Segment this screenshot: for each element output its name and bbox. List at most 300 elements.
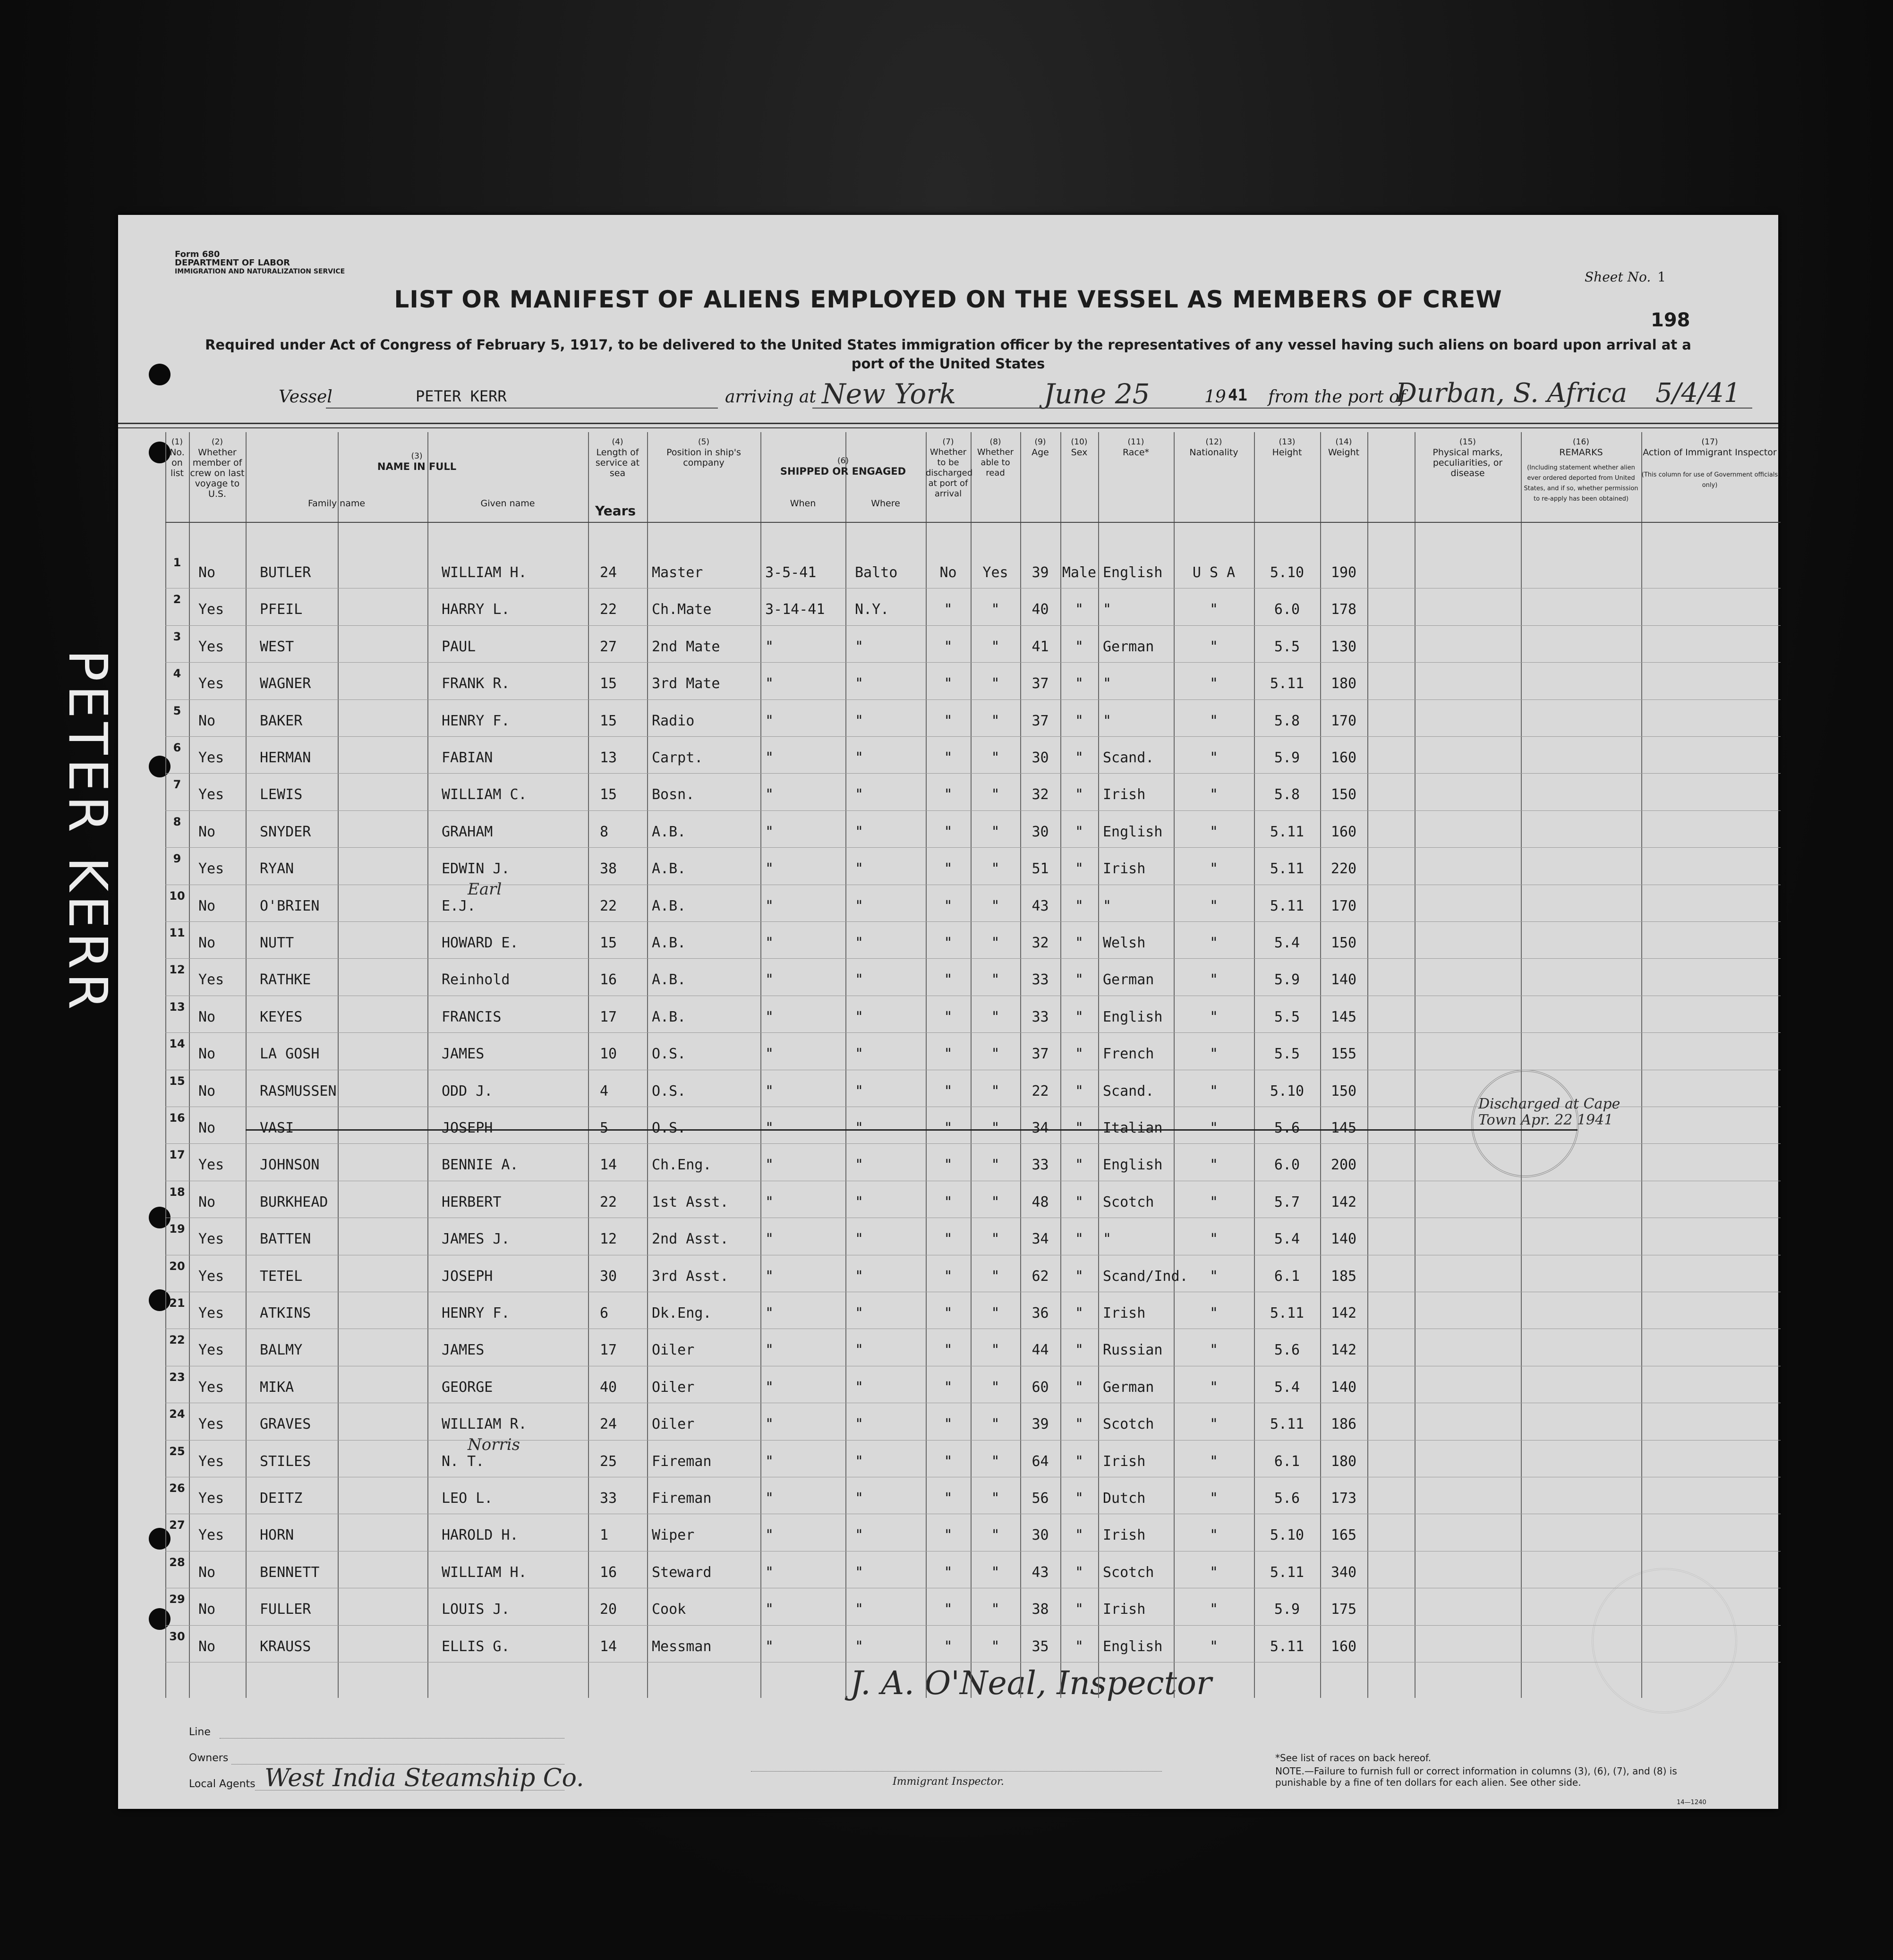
agents-value: West India Steamship Co. [264,1764,584,1792]
row-number: 19 [169,1222,185,1236]
race-cell: " [1103,1231,1112,1248]
age-cell: 44 [1032,1342,1049,1359]
given-name-cell: LOUIS J. [442,1601,510,1618]
family-name-cell: NUTT [260,935,294,951]
shipped-when-cell: " [765,1120,774,1136]
shipped-where-cell: " [855,1564,864,1581]
discharged-cell: " [944,971,953,989]
last-voyage-cell: Yes [198,1416,224,1433]
sex-cell: " [1074,1082,1084,1099]
age-cell: 60 [1032,1379,1049,1396]
service-years-cell: 4 [600,1082,609,1099]
service-years-cell: 6 [600,1305,609,1321]
weight-cell: 220 [1330,861,1357,878]
family-name-cell: DEITZ [260,1490,303,1507]
age-cell: 41 [1032,638,1049,655]
sex-cell: " [1074,1638,1084,1655]
shipped-when-cell: " [765,1379,774,1396]
family-name-cell: STILES [260,1453,311,1470]
position-cell: O.S. [652,1046,686,1063]
column-header [1060,437,1098,458]
year-prefix: 19 [1204,387,1226,407]
row-number: 8 [173,815,181,828]
shipped-where-cell: " [855,1193,864,1210]
arrival-port: New York [822,378,956,410]
sex-cell: " [1074,1268,1084,1285]
nationality-cell: " [1209,823,1219,840]
row-number: 5 [173,704,181,717]
service-years-cell: 5 [600,1120,609,1136]
shipped-when-cell: " [765,897,774,914]
column-label: Family name [307,498,366,509]
service-years-cell: 15 [600,935,617,951]
given-name-cell: WILLIAM C. [442,786,527,803]
shipped-when-cell: " [765,971,774,989]
sex-cell: " [1074,1305,1084,1321]
weight-cell: 170 [1330,712,1357,729]
able-to-read-cell: " [991,971,1000,989]
given-name-cell: JAMES J. [442,1231,510,1248]
nationality-cell: " [1209,638,1219,655]
family-name-cell: SNYDER [260,823,311,840]
sex-cell: " [1074,601,1084,618]
able-to-read-cell: " [991,1008,1000,1025]
weight-cell: 180 [1330,1453,1357,1470]
column-number: (13) [1279,437,1296,447]
nationality-cell: " [1209,675,1219,692]
shipped-where-cell: " [855,1046,864,1063]
able-to-read-cell: " [991,1268,1000,1285]
inspector-field [751,1771,1162,1772]
shipped-when-cell: 3-14-41 [765,601,825,618]
service-years-cell: 12 [600,1231,617,1248]
shipped-where-cell: " [855,1453,864,1470]
position-cell: A.B. [652,897,686,914]
position-cell: 3rd Asst. [652,1268,729,1285]
last-voyage-cell: No [198,1046,216,1063]
service-years-cell: 16 [600,1564,617,1581]
race-cell: Irish [1103,1601,1146,1618]
shipped-when-cell: " [765,1638,774,1655]
column-label: (This column for use of Government officials only) [1641,471,1778,489]
position-cell: O.S. [652,1120,686,1136]
column-rule [760,432,761,1698]
race-cell: Scotch [1103,1193,1154,1210]
able-to-read-cell: Yes [982,564,1008,581]
column-label: Given name [480,498,535,509]
race-cell: Irish [1103,1527,1146,1544]
position-cell: Wiper [652,1527,695,1544]
column-rule [1060,432,1061,1698]
row-rule [165,921,1781,922]
row-number: 4 [173,667,181,681]
family-name-cell: ATKINS [260,1305,311,1321]
weight-cell: 200 [1330,1157,1357,1174]
given-name-cell: WILLIAM H. [442,564,527,581]
service-years-cell: 16 [600,971,617,989]
column-rule [1254,432,1255,1698]
row-number: 20 [169,1259,185,1273]
sex-cell: " [1074,675,1084,692]
height-cell: 5.5 [1274,1008,1300,1025]
family-name-cell: KRAUSS [260,1638,311,1655]
column-number: (8) [989,437,1001,447]
age-cell: 22 [1032,1082,1049,1099]
discharged-cell: " [944,1490,953,1507]
given-name-cell: HAROLD H. [442,1527,519,1544]
column-number: (12) [1205,437,1222,447]
shipped-where-cell: " [855,897,864,914]
age-cell: 38 [1032,1601,1049,1618]
weight-cell: 142 [1330,1193,1357,1210]
sex-cell: " [1074,1008,1084,1025]
service-years-cell: 25 [600,1453,617,1470]
shipped-when-cell: " [765,750,774,766]
position-cell: O.S. [652,1082,686,1099]
shipped-where-cell: " [855,1638,864,1655]
sex-cell: " [1074,1046,1084,1063]
position-cell: Cook [652,1601,686,1618]
last-voyage-cell: No [198,564,216,581]
row-number: 10 [169,889,185,903]
age-cell: 36 [1032,1305,1049,1321]
last-voyage-cell: No [198,935,216,951]
last-voyage-cell: No [198,1082,216,1099]
family-name-cell: WEST [260,638,294,655]
race-cell: Scotch [1103,1416,1154,1433]
service-years-cell: 30 [600,1268,617,1285]
column-header [1098,437,1174,458]
column-label: Position in ship's company [666,447,741,468]
shipped-when-cell: " [765,1305,774,1321]
nationality-cell: " [1209,1416,1219,1433]
column-header [1174,437,1254,458]
row-number: 17 [169,1148,185,1162]
column-header [760,456,926,477]
column-header [760,498,845,509]
position-cell: A.B. [652,935,686,951]
nationality-cell: U S A [1192,564,1236,581]
weight-cell: 150 [1330,935,1357,951]
column-number: (17) [1701,437,1718,447]
sex-cell: " [1074,1490,1084,1507]
family-name-cell: RASMUSSEN [260,1082,337,1099]
column-number: (11) [1127,437,1144,447]
discharged-cell: " [944,712,953,729]
column-rule [647,432,648,1698]
family-name-cell: LA GOSH [260,1046,320,1063]
nationality-cell: " [1209,1231,1219,1248]
discharged-cell: " [944,1193,953,1210]
row-number: 21 [169,1296,185,1310]
age-cell: 56 [1032,1490,1049,1507]
service-years-cell: 15 [600,675,617,692]
family-name-cell: BENNETT [260,1564,320,1581]
shipped-where-cell: " [855,1120,864,1136]
able-to-read-cell: " [991,1231,1000,1248]
discharged-cell: " [944,897,953,914]
column-header [1641,437,1778,458]
column-rule [971,432,972,1698]
last-voyage-cell: Yes [198,971,224,989]
row-rule [165,736,1781,737]
position-cell: 2nd Mate [652,638,720,655]
column-label: Height [1272,447,1302,458]
position-cell: 3rd Mate [652,675,720,692]
column-header [588,437,647,478]
departure-date: 5/4/41 [1655,378,1741,409]
race-cell: Russian [1103,1342,1163,1359]
years-label: Years [595,503,636,519]
row-number: 2 [173,593,181,606]
column-label: Physical marks, peculiarities, or disease [1433,447,1503,478]
column-rule [165,432,166,1698]
nationality-cell: " [1209,1638,1219,1655]
row-rule [165,625,1781,626]
position-cell: Ch.Mate [652,601,712,618]
column-rule [1320,432,1321,1698]
race-cell: Scotch [1103,1564,1154,1581]
column-rule [845,432,846,1698]
race-cell: " [1103,897,1112,914]
column-rule [1098,432,1099,1698]
sex-cell: " [1074,1564,1084,1581]
race-cell: Scand. [1103,750,1154,766]
discharged-cell: " [944,601,953,618]
last-voyage-cell: No [198,1008,216,1025]
nationality-cell: " [1209,1342,1219,1359]
column-header [246,451,588,472]
nationality-cell: " [1209,1527,1219,1544]
sex-cell: " [1074,1601,1084,1618]
able-to-read-cell: " [991,861,1000,878]
weight-cell: 160 [1330,1638,1357,1655]
last-voyage-cell: Yes [198,1231,224,1248]
nationality-cell: " [1209,750,1219,766]
able-to-read-cell: " [991,897,1000,914]
race-cell: " [1103,675,1112,692]
shipped-when-cell: " [765,823,774,840]
given-name-cell: HERBERT [442,1193,502,1210]
last-voyage-cell: Yes [198,1527,224,1544]
nationality-cell: " [1209,1157,1219,1174]
given-name-cell: EDWIN J. [442,861,510,878]
height-cell: 5.5 [1274,638,1300,655]
last-voyage-cell: No [198,1601,216,1618]
given-name-cell: PAUL [442,638,476,655]
service-years-cell: 24 [600,564,617,581]
last-voyage-cell: Yes [198,1490,224,1507]
shipped-where-cell: " [855,1601,864,1618]
family-name-cell: GRAVES [260,1416,311,1433]
strike-through-line [246,1129,1578,1131]
weight-cell: 142 [1330,1305,1357,1321]
discharged-cell: " [944,861,953,878]
shipped-where-cell: " [855,712,864,729]
given-name-cell: ELLIS G. [442,1638,510,1655]
position-cell: Messman [652,1638,712,1655]
shipped-when-cell: " [765,935,774,951]
row-number: 27 [169,1518,185,1532]
row-number: 26 [169,1482,185,1495]
height-cell: 5.11 [1270,1564,1305,1581]
age-cell: 39 [1032,1416,1049,1433]
height-cell: 5.6 [1274,1490,1300,1507]
sheet-number-label: Sheet No. [1585,269,1651,285]
position-cell: Oiler [652,1379,695,1396]
nationality-cell: " [1209,786,1219,803]
height-cell: 5.5 [1274,1046,1300,1063]
row-rule [165,847,1781,848]
position-cell: Steward [652,1564,712,1581]
column-label: Whether able to read [977,447,1014,478]
row-number: 25 [169,1444,185,1458]
age-cell: 48 [1032,1193,1049,1210]
able-to-read-cell: " [991,1157,1000,1174]
column-header [845,498,926,509]
sex-cell: " [1074,1120,1084,1136]
height-cell: 5.4 [1274,1379,1300,1396]
given-name-cell: ODD J. [442,1082,493,1099]
shipped-when-cell: " [765,1342,774,1359]
discharged-cell: " [944,823,953,840]
able-to-read-cell: " [991,1453,1000,1470]
discharged-cell: " [944,1305,953,1321]
race-cell: German [1103,1379,1154,1396]
age-cell: 39 [1032,564,1049,581]
sex-cell: " [1074,638,1084,655]
column-label: Length of service at sea [595,447,640,478]
departure-port: Durban, S. Africa [1396,378,1628,409]
height-cell: 5.9 [1274,1601,1300,1618]
age-cell: 33 [1032,971,1049,989]
weight-cell: 145 [1330,1120,1357,1136]
family-name-cell: BAKER [260,712,303,729]
row-number: 9 [173,852,181,866]
service-years-cell: 13 [600,750,617,766]
discharged-cell: " [944,935,953,951]
shipped-where-cell: " [855,1231,864,1248]
last-voyage-cell: Yes [198,638,224,655]
discharged-cell: " [944,1379,953,1396]
arrival-underline [812,408,1752,409]
position-cell: Master [652,564,703,581]
able-to-read-cell: " [991,601,1000,618]
column-number: (2) [211,437,223,447]
row-rule [165,1625,1781,1626]
nationality-cell: " [1209,1601,1219,1618]
weight-cell: 170 [1330,897,1357,914]
nationality-cell: " [1209,861,1219,878]
shipped-where-cell: " [855,1305,864,1321]
line-label: Line [189,1726,211,1738]
family-name-cell: RATHKE [260,971,311,989]
height-cell: 5.4 [1274,935,1300,951]
position-cell: Fireman [652,1453,712,1470]
given-name-cell: JOSEPH [442,1120,493,1136]
discharged-cell: " [944,1082,953,1099]
document-title: LIST OR MANIFEST OF ALIENS EMPLOYED ON THE VESSEL AS MEMBERS OF CREW [394,286,1502,313]
column-header [1521,437,1641,458]
shipped-where-cell: " [855,1416,864,1433]
column-rule [246,432,247,1698]
shipped-when-cell: " [765,1416,774,1433]
weight-cell: 155 [1330,1046,1357,1063]
last-voyage-cell: No [198,1564,216,1581]
punch-hole [149,1608,171,1630]
document-subtitle: Required under Act of Congress of February 5, 1917, to be delivered to the United States immigration officer by the representatives of any vessel having such aliens on board upon arrival at a port of the United States [205,337,1691,372]
position-cell: Radio [652,712,695,729]
column-number: (10) [1071,437,1088,447]
race-cell: Dutch [1103,1490,1146,1507]
column-label: SHIPPED OR ENGAGED [780,466,906,477]
last-voyage-cell: Yes [198,1305,224,1321]
position-cell: Carpt. [652,750,703,766]
family-name-cell: O'BRIEN [260,897,320,914]
able-to-read-cell: " [991,1193,1000,1210]
position-cell: A.B. [652,971,686,989]
height-cell: 5.11 [1270,823,1305,840]
given-name-cell: JAMES [442,1342,485,1359]
punch-hole [149,364,171,385]
shipped-where-cell: " [855,861,864,878]
shipped-when-cell: " [765,1231,774,1248]
vessel-underline [326,408,718,409]
column-label: Action of Immigrant Inspector [1643,447,1777,458]
race-cell: Scand. [1103,1082,1154,1099]
family-name-cell: LEWIS [260,786,303,803]
given-name-cell: WILLIAM R. [442,1416,527,1433]
discharged-cell: " [944,750,953,766]
shipped-where-cell: " [855,1268,864,1285]
last-voyage-cell: No [198,1120,216,1136]
able-to-read-cell: " [991,1527,1000,1544]
service-years-cell: 15 [600,712,617,729]
race-cell: French [1103,1046,1154,1063]
age-cell: 51 [1032,861,1049,878]
shipped-where-cell: " [855,971,864,989]
race-cell: English [1103,564,1163,581]
sheet-number [1585,269,1666,285]
race-cell: German [1103,638,1154,655]
shipped-when-cell: " [765,712,774,729]
races-note: *See list of races on back hereof. [1275,1752,1431,1764]
family-name-cell: BUTLER [260,564,311,581]
able-to-read-cell: " [991,1564,1000,1581]
family-name-cell: BATTEN [260,1231,311,1248]
row-number: 23 [169,1370,185,1384]
column-label: Race* [1122,447,1150,458]
age-cell: 40 [1032,601,1049,618]
service-years-cell: 22 [600,601,617,618]
given-name-cell: BENNIE A. [442,1157,519,1174]
column-number: (7) [942,437,954,447]
discharge-remark: Discharged at Cape Town Apr. 22 1941 [1478,1096,1620,1128]
sex-cell: " [1074,897,1084,914]
age-cell: 37 [1032,1046,1049,1063]
last-voyage-cell: Yes [198,750,224,766]
column-label: Whether to be discharged at port of arrival [926,447,973,499]
column-rule [189,432,190,1698]
position-cell: 2nd Asst. [652,1231,729,1248]
sex-cell: Male [1062,564,1097,581]
weight-cell: 340 [1330,1564,1357,1581]
service-years-cell: 24 [600,1416,617,1433]
last-voyage-cell: Yes [198,1453,224,1470]
age-cell: 32 [1032,786,1049,803]
service-years-cell: 22 [600,897,617,914]
age-cell: 33 [1032,1008,1049,1025]
